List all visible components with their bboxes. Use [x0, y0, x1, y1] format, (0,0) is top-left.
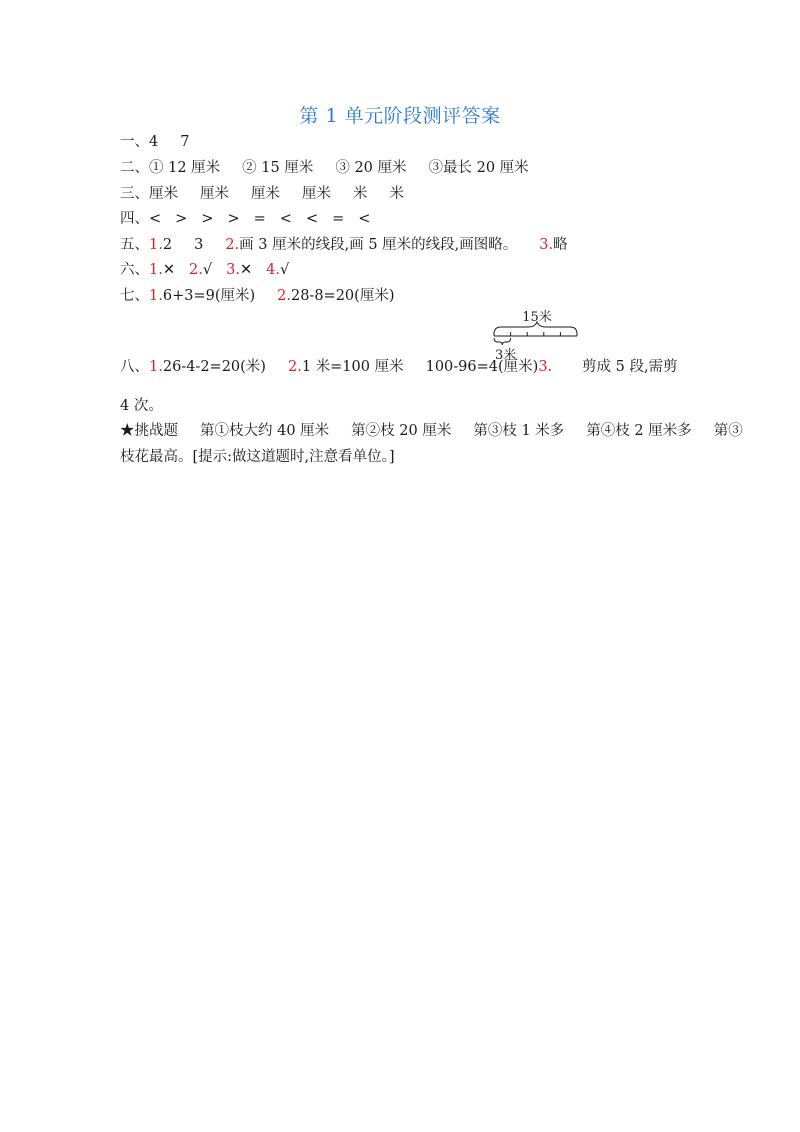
answer-line-7: 七、1.6+3=9(厘米) 2.28-8=20(厘米)	[120, 288, 395, 304]
diagram-top-label: 15米	[522, 310, 552, 325]
answer-line-1: 一、4 7	[120, 134, 190, 150]
sub-marker: 1.	[149, 288, 163, 304]
sub-marker: 3.	[538, 359, 553, 375]
question-number: 二、	[120, 160, 149, 176]
answer-line-3: 三、厘米 厘米 厘米 厘米 米 米	[120, 186, 404, 202]
answer-line-8: 八、1.26-4-2=20(米) 2.1 米=100 厘米 100-96=4(厘米)3.	[120, 359, 553, 375]
sub-marker: 4.	[266, 262, 280, 278]
answer-line-8-continued: 4 次。	[120, 398, 163, 414]
star-icon: ★	[120, 423, 135, 439]
top-brace	[494, 322, 577, 334]
cross-icon: ✕	[162, 262, 175, 278]
page-title: 第 1 单元阶段测评答案	[299, 105, 501, 127]
challenge-line-2: 枝花最高。[提示:做这道题时,注意看单位。]	[120, 449, 395, 465]
sub-marker: 2.	[277, 288, 291, 304]
question-number: 五、	[120, 237, 149, 253]
question-number: 四、	[120, 211, 149, 227]
question-number: 一、	[120, 134, 149, 150]
sub-marker: 3.	[226, 262, 240, 278]
answer-line-2: 二、① 12 厘米 ② 15 厘米 ③ 20 厘米 ③最长 20 厘米	[120, 160, 529, 176]
sub-marker: 2.	[287, 359, 302, 375]
bottom-brace	[494, 338, 511, 345]
answer-line-5: 五、1.2 3 2.画 3 厘米的线段,画 5 厘米的线段,画图略。 3.略	[120, 237, 568, 253]
question-number: 八、	[120, 359, 149, 375]
sub-marker: 1.	[149, 262, 163, 278]
challenge-line-1: ★挑战题 第①枝大约 40 厘米 第②枝 20 厘米 第③枝 1 米多 第④枝 2 厘米多 第③	[120, 423, 743, 439]
answer-line-4: 四、< > > > = < < = <	[120, 211, 371, 227]
sub-marker: 2.	[225, 237, 240, 253]
answer-line-6	[120, 260, 289, 280]
sub-marker: 2.	[189, 262, 203, 278]
question-number: 七、	[120, 288, 149, 304]
segment-diagram	[488, 306, 584, 364]
cross-icon: ✕	[239, 262, 253, 278]
sub-marker: 1.	[149, 359, 163, 375]
sub-marker: 3.	[539, 237, 554, 253]
diagram-bottom-label: 3米	[495, 348, 517, 363]
sub-marker: 1.	[149, 237, 163, 253]
segment-ticks	[494, 332, 577, 336]
challenge-label: 挑战题	[134, 423, 178, 439]
check-icon: √	[202, 262, 213, 278]
check-icon: √	[279, 262, 290, 278]
question-number: 六、	[120, 262, 149, 278]
question-number: 三、	[120, 186, 149, 202]
answer-line-8-tail: 剪成 5 段,需剪	[582, 359, 678, 375]
